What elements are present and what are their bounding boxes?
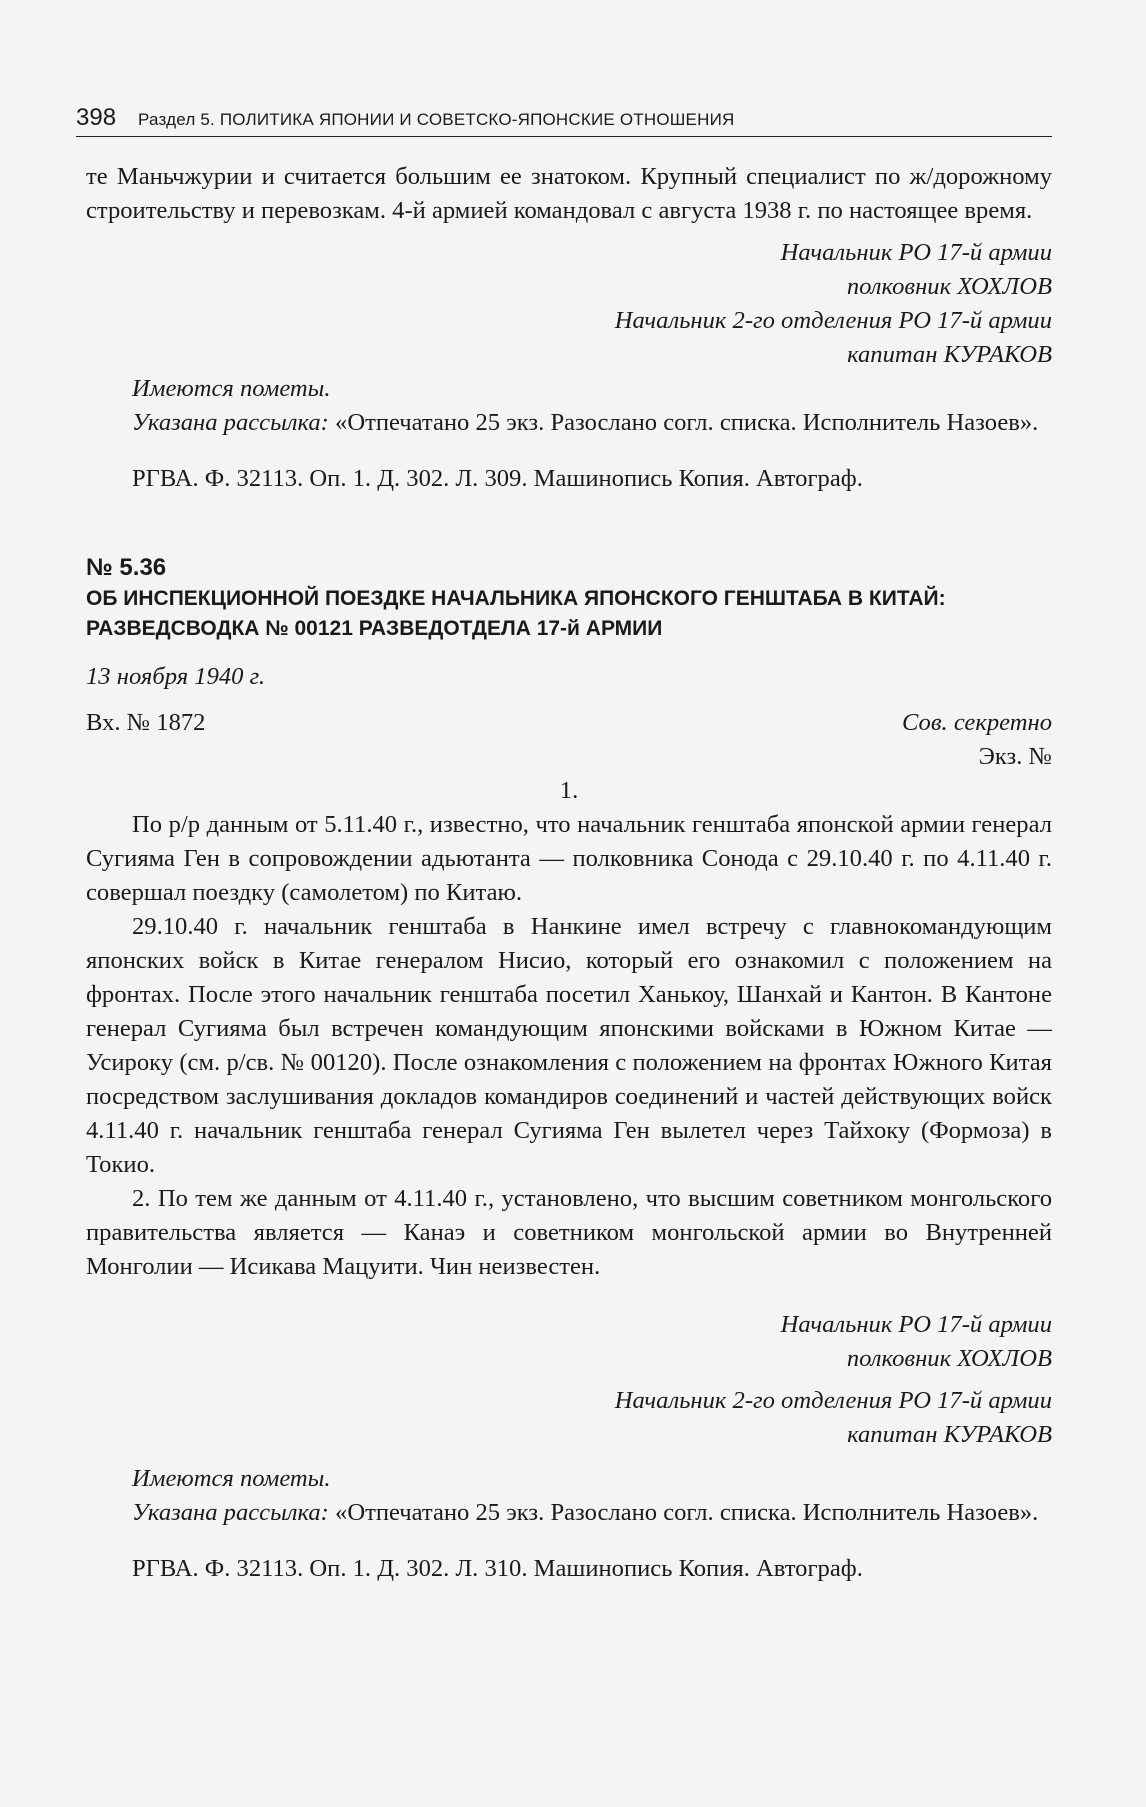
prev-distribution [86,406,1052,440]
prev-dist-text: «Отпечатано 25 экз. Разослано согл. списка. Исполнитель Назоев». [335,409,1039,436]
doc-number: № 5.36 [86,554,167,581]
sig2-title: Начальник 2-го отделения РО 17-й армии [614,1387,1052,1414]
prev-doc-continuation: те Маньчжурии и считается большим ее знатоком. Крупный специалист по ж/дорожному строительству и перевозкам. 4-й армией командовал с августа 1938 г. по настоящее время. [86,163,1052,224]
section-title: Раздел 5. ПОЛИТИКА ЯПОНИИ И СОВЕТСКО-ЯПОНСКИЕ ОТНОШЕНИЯ [138,110,735,129]
sig1-title: Начальник РО 17-й армии [780,1311,1052,1338]
incoming-number: Вх. № 1872 [86,709,206,736]
distribution [86,1496,1052,1530]
sig1-name: полковник ХОХЛОВ [846,1345,1052,1372]
sig2-name: капитан КУРАКОВ [847,1421,1052,1448]
signature-1 [86,1308,1052,1376]
paragraph-3: 2. По тем же данным от 4.11.40 г., установлено, что высшим советником монгольского правительства является — Канаэ и советником монгольской армии во Внутренней Монголии — Исикава Мацуити. Чин неизвестен. [86,1185,1052,1280]
paragraph-2: 29.10.40 г. начальник генштаба в Нанкине имел встречу с главнокомандующим японских войск в Китае генералом Нисио, который его ознакомил с положением на фронтах. После этого начальник генштаба посетил Ханькоу, Шанхай и Кантон. В Кантоне генерал Сугияма был встречен командующим японскими войсками в Южном Китае — Усироку (см. р/св. № 00120). После ознакомления с положением на фронтах Южного Китая посредством заслушивания докладов командиров соединений и частей действующих войск 4.11.40 г. начальник генштаба генерал Сугияма Ген вылетел через Тайхоку (Формоза) в Токио. [86,913,1052,1178]
page-number: 398 [76,104,117,131]
prev-archive-ref: РГВА. Ф. 32113. Оп. 1. Д. 302. Л. 309. Машинопись Копия. Автограф. [132,465,863,492]
doc-date: 13 ноября 1940 г. [86,663,266,690]
item-number: 1. [559,777,579,804]
marks: Имеются пометы. [132,1465,331,1492]
doc-title-line-2: РАЗВЕДСВОДКА № 00121 РАЗВЕДОТДЕЛА 17-й АРМИИ [86,617,663,640]
doc-meta-row [86,706,1052,740]
prev-sig1-name: полковник ХОХЛОВ [846,273,1052,300]
running-header [76,104,1052,137]
archive-ref: РГВА. Ф. 32113. Оп. 1. Д. 302. Л. 310. Машинопись Копия. Автограф. [132,1555,863,1582]
signature-2 [86,1384,1052,1452]
paragraph-1: По р/р данным от 5.11.40 г., известно, что начальник генштаба японской армии генерал Сугияма Ген в сопровождении адьютанта — полковника Сонода с 29.10.40 г. по 4.11.40 г. совершал поездку (самолетом) по Китаю. [86,811,1052,906]
copy-number: Экз. № [978,743,1052,770]
prev-dist-label: Указана рассылка: [132,409,329,436]
secrecy-stamp: Сов. секретно [901,709,1052,736]
dist-label: Указана рассылка: [132,1499,329,1526]
doc-title-line-1: ОБ ИНСПЕКЦИОННОЙ ПОЕЗДКЕ НАЧАЛЬНИКА ЯПОНСКОГО ГЕНШТАБА В КИТАЙ: [86,587,946,610]
dist-text: «Отпечатано 25 экз. Разослано согл. списка. Исполнитель Назоев». [335,1499,1039,1526]
prev-sig2-title: Начальник 2-го отделения РО 17-й армии [614,307,1052,334]
prev-signature-2 [86,304,1052,372]
prev-sig2-name: капитан КУРАКОВ [847,341,1052,368]
prev-sig1-title: Начальник РО 17-й армии [780,239,1052,266]
page-content [86,160,1052,1586]
prev-marks: Имеются пометы. [132,375,331,402]
prev-signature-1 [86,236,1052,304]
